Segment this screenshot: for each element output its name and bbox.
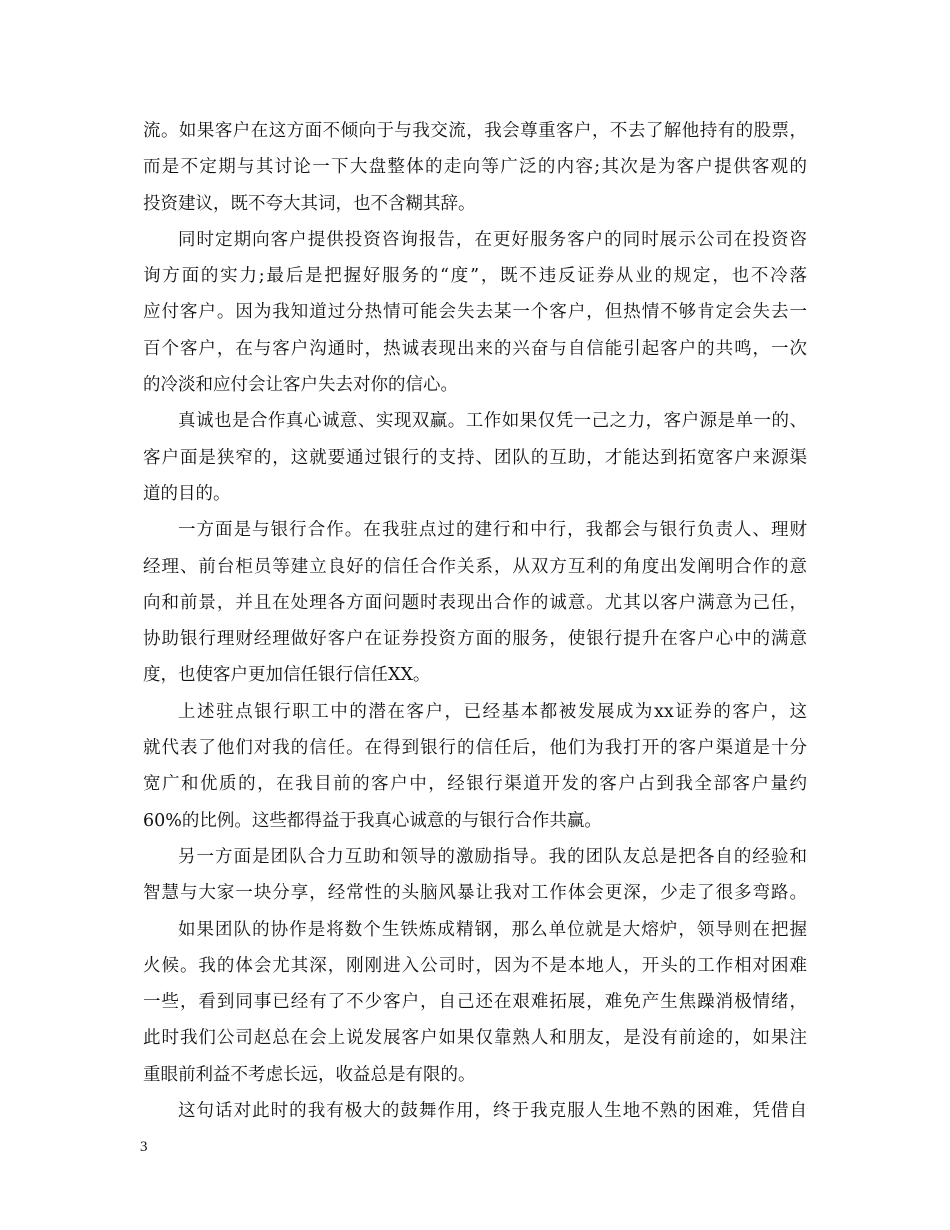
text-line: 询方面的实力;最后是把握好服务的“度”，既不违反证券从业的规定，也不冷落 — [143, 266, 807, 287]
text-line: 投资建议，既不夸大其词，也不含糊其辞。 — [143, 193, 476, 214]
text-line: 一方面是与银行合作。在我驻点过的建行和中行，我都会与银行负责人、理财 — [178, 520, 807, 541]
text-line: 经理、前台柜员等建立良好的信任合作关系，从双方互利的角度出发阐明合作的意 — [143, 556, 807, 577]
text-line: 宽广和优质的，在我目前的客户中，经银行渠道开发的客户占到我全部客户量约 — [143, 774, 807, 795]
body-text — [143, 113, 807, 1129]
text-line: 一些，看到同事已经有了不少客户，自己还在艰难拓展，难免产生焦躁消极情绪， — [143, 992, 807, 1013]
text-line: 就代表了他们对我的信任。在得到银行的信任后，他们为我打开的客户渠道是十分 — [143, 738, 807, 759]
text-line: 如果团队的协作是将数个生铁炼成精钢，那么单位就是大熔炉，领导则在把握 — [178, 919, 807, 940]
text-line: 客户面是狭窄的，这就要通过银行的支持、团队的互助，才能达到拓宽客户来源渠 — [143, 447, 807, 468]
text-line: 同时定期向客户提供投资咨询报告，在更好服务客户的同时展示公司在投资咨 — [178, 229, 807, 250]
text-line: 火候。我的体会尤其深，刚刚进入公司时，因为不是本地人，开头的工作相对困难 — [143, 955, 807, 976]
text-line: 上述驻点银行职工中的潜在客户，已经基本都被发展成为xx证券的客户，这 — [178, 701, 807, 722]
text-line: 这句话对此时的我有极大的鼓舞作用，终于我克服人生地不熟的困难，凭借自 — [178, 1101, 807, 1122]
text-line: 60%的比例。这些都得益于我真心诚意的与银行合作共赢。 — [143, 810, 602, 831]
text-line: 度，也使客户更加信任银行信任XX。 — [143, 665, 431, 686]
text-line: 重眼前利益不考虑长远，收益总是有限的。 — [143, 1064, 476, 1085]
text-line: 道的目的。 — [143, 483, 231, 504]
text-line: 应付客户。因为我知道过分热情可能会失去某一个客户，但热情不够肯定会失去一 — [143, 302, 807, 323]
text-line: 此时我们公司赵总在会上说发展客户如果仅靠熟人和朋友，是没有前途的，如果注 — [143, 1028, 807, 1049]
text-line: 向和前景，并且在处理各方面问题时表现出合作的诚意。尤其以客户满意为己任， — [143, 592, 807, 613]
text-line: 协助银行理财经理做好客户在证券投资方面的服务，使银行提升在客户心中的满意 — [143, 629, 807, 650]
text-line: 百个客户，在与客户沟通时，热诚表现出来的兴奋与自信能引起客户的共鸣，一次 — [143, 338, 807, 359]
text-line: 而是不定期与其讨论一下大盘整体的走向等广泛的内容;其次是为客户提供客观的 — [143, 157, 807, 178]
page-number: 3 — [140, 1139, 148, 1155]
text-line: 流。如果客户在这方面不倾向于与我交流，我会尊重客户，不去了解他持有的股票， — [143, 121, 807, 141]
text-line: 真诚也是合作真心诚意、实现双赢。工作如果仅凭一己之力，客户源是单一的、 — [178, 411, 807, 432]
text-line: 的冷淡和应付会让客户失去对你的信心。 — [143, 375, 458, 396]
text-line: 智慧与大家一块分享，经常性的头脑风暴让我对工作体会更深，少走了很多弯路。 — [143, 883, 807, 904]
text-line: 另一方面是团队合力互助和领导的激励指导。我的团队友总是把各自的经验和 — [178, 846, 807, 867]
